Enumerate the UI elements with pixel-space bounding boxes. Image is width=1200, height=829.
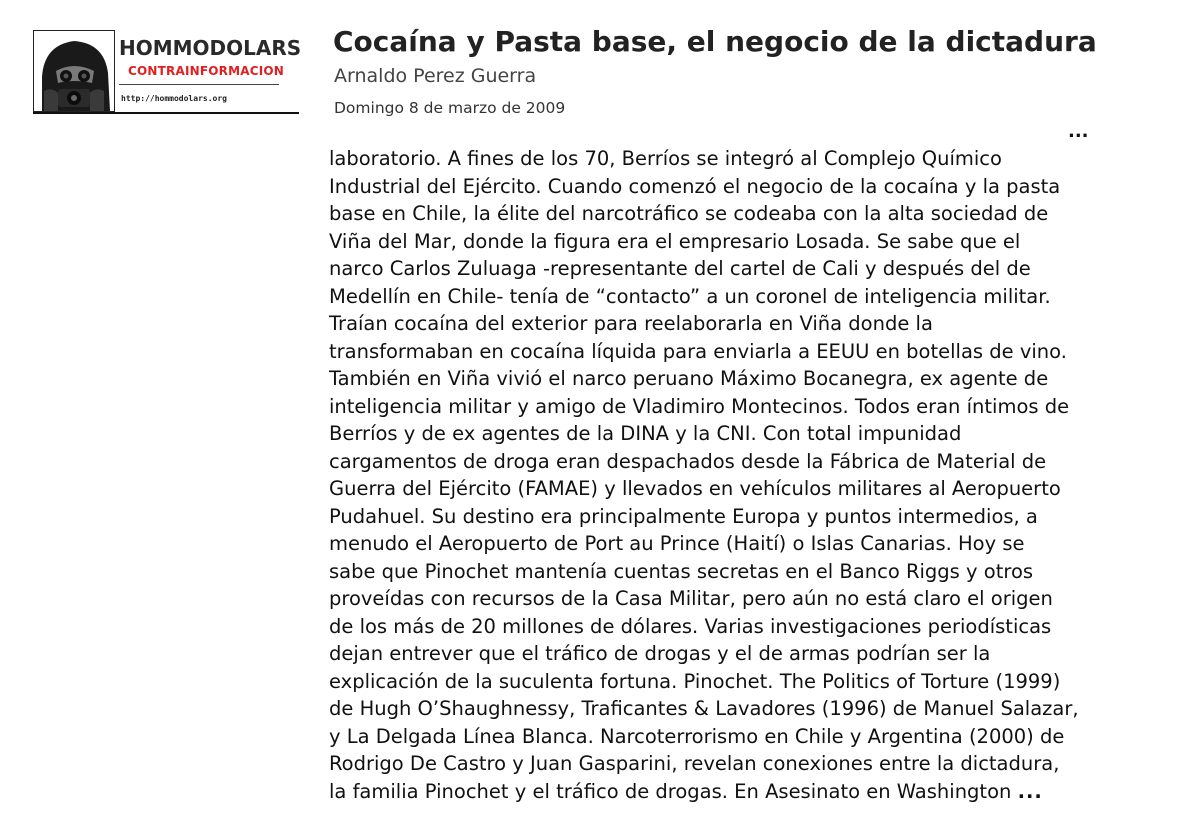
top-ellipsis: ...	[1068, 121, 1089, 142]
article-line: laboratorio. A fines de los 70, Berríos se integró al Complejo Químico	[329, 147, 1002, 170]
article-line-last	[329, 778, 1129, 806]
article-title: Cocaína y Pasta base, el negocio de la dictadura	[333, 25, 1097, 58]
article-line: proveídas con recursos de la Casa Militar, pero aún no está claro el origen	[329, 587, 1053, 610]
article-line: menudo el Aeropuerto de Port au Prince (Haití) o Islas Canarias. Hoy se	[329, 532, 1025, 555]
logo-url[interactable]: http://hommodolars.org	[121, 94, 227, 103]
article-line: Industrial del Ejército. Cuando comenzó el negocio de la cocaína y la pasta	[329, 174, 1061, 198]
article-line-text: la familia Pinochet y el tráfico de drogas. En Asesinato en Washington	[329, 779, 1012, 803]
site-logo[interactable]	[33, 30, 302, 114]
article-line: narco Carlos Zuluaga -representante del cartel de Cali y después del de	[329, 257, 1031, 280]
article-line: Traían cocaína del exterior para reelaborarla en Viña donde la	[329, 312, 933, 335]
article-line: base en Chile, la élite del narcotráfico se codeaba con la alta sociedad de	[329, 202, 1049, 225]
masked-figure-image	[34, 31, 114, 111]
article-line: explicación de la suculenta fortuna. Pinochet. The Politics of Torture (1999)	[329, 669, 1061, 693]
logo-photo	[33, 30, 115, 112]
article-line: Rodrigo De Castro y Juan Gasparini, revelan conexiones entre la dictadura,	[329, 752, 1060, 775]
article-line: de Hugh O’Shaughnessy, Traficantes & Lavadores (1996) de Manuel Salazar,	[329, 697, 1079, 720]
logo-underline	[33, 112, 299, 114]
article-line: y La Delgada Línea Blanca. Narcoterrorismo en Chile y Argentina (2000) de	[329, 724, 1065, 748]
article-line: Medellín en Chile- tenía de “contacto” a un coronel de inteligencia militar.	[329, 284, 1051, 308]
article-author: Arnaldo Perez Guerra	[334, 65, 537, 87]
article-date: Domingo 8 de marzo de 2009	[334, 99, 566, 117]
article-line: Viña del Mar, donde la figura era el empresario Losada. Se sabe que el	[329, 229, 1021, 253]
article-line: dejan entrever que el tráfico de drogas y el de armas podrían ser la	[329, 642, 991, 665]
article-line: de los más de 20 millones de dólares. Varias investigaciones periodísticas	[329, 614, 1052, 638]
article-body	[329, 145, 1129, 805]
article-line: inteligencia militar y amigo de Vladimiro Montecinos. Todos eran íntimos de	[329, 394, 1070, 418]
article-line: sabe que Pinochet mantenía cuentas secretas en el Banco Riggs y otros	[329, 559, 1034, 583]
logo-name: HOMMODOLARS	[119, 36, 302, 60]
article-line: Guerra del Ejército (FAMAE) y llevados en vehículos militares al Aeropuerto	[329, 477, 1061, 500]
article-line: cargamentos de droga eran despachados desde la Fábrica de Material de	[329, 449, 1047, 473]
article-line: También en Viña vivió el narco peruano Máximo Bocanegra, ex agente de	[329, 367, 1049, 390]
read-more-ellipsis[interactable]: ...	[1017, 779, 1043, 803]
logo-tagline: CONTRAINFORMACION	[128, 64, 285, 78]
article-line: transformaban en cocaína líquida para enviarla a EEUU en botellas de vino.	[329, 339, 1067, 363]
clipped-previous-line	[330, 118, 1150, 132]
article-line: Berríos y de ex agentes de la DINA y la CNI. Con total impunidad	[329, 422, 962, 445]
logo-divider	[119, 84, 279, 85]
article-line: Pudahuel. Su destino era principalmente Europa y puntos intermedios, a	[329, 504, 1038, 528]
